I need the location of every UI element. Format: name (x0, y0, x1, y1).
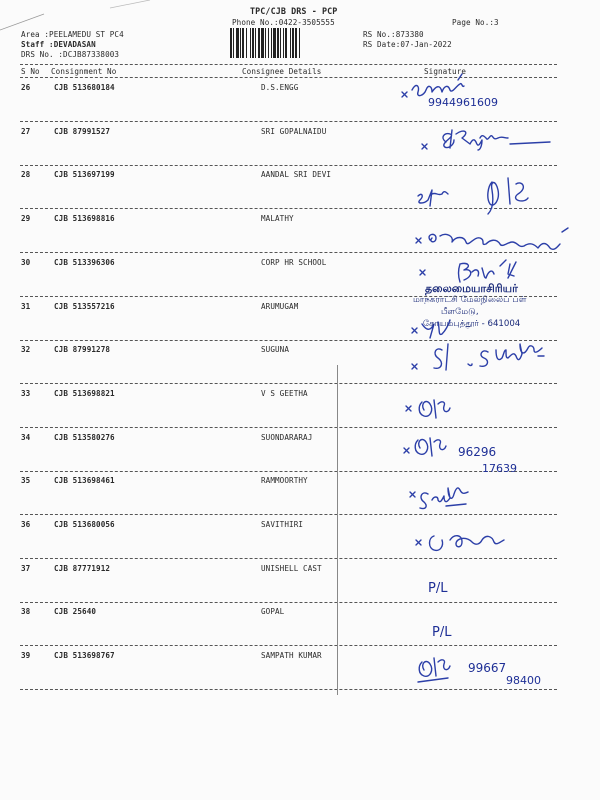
staff-label: Staff :DEVADASAN (21, 40, 96, 49)
row-sno: 34 (21, 433, 31, 442)
rs-number: RS No.:873380 (363, 30, 424, 39)
row-divider (20, 427, 557, 428)
row-divider (20, 121, 557, 122)
row38-mark: P/L (432, 625, 452, 640)
row-divider (20, 383, 557, 384)
phone-number: Phone No.:0422-3505555 (232, 18, 335, 27)
row-consignment: CJB 513698767 (54, 651, 115, 660)
signature-row-34 (400, 434, 540, 478)
stamp-line-2: மாநகராட்சி மேல்நிலைப் பள் (413, 295, 527, 305)
row-consignee: SUGUNA (261, 345, 290, 354)
row-sno: 31 (21, 302, 31, 311)
row-divider (20, 602, 557, 603)
row-consignment: CJB 513698461 (54, 476, 115, 485)
drs-number: DRS No. :DCJB87338003 (21, 50, 120, 59)
area-label: Area :PEELAMEDU ST PC4 (21, 30, 124, 39)
stamp-line-1: தலைமையாசிரியர் (425, 282, 518, 295)
row37-mark: P/L (428, 581, 448, 596)
row34-phone-b: 17639 (482, 462, 517, 475)
row-consignment: CJB 513698821 (54, 389, 115, 398)
row-sno: 29 (21, 214, 31, 223)
row-sno: 30 (21, 258, 31, 267)
row-divider (20, 165, 557, 166)
row-consignment: CJB 87991278 (54, 345, 111, 354)
row34-phone-a: 96296 (458, 445, 497, 459)
row-consignment: CJB 513580276 (54, 433, 115, 442)
row39-phone-a: 99667 (468, 661, 507, 675)
signature-row-35 (406, 480, 496, 514)
document-title: TPC/CJB DRS - PCP (250, 6, 338, 16)
row-consignment: CJB 513396306 (54, 258, 115, 267)
row-consignee: CORP HR SCHOOL (261, 258, 327, 267)
row-consignment: CJB 513697199 (54, 170, 115, 179)
row-consignee: SUONDARARAJ (261, 433, 313, 442)
table-row (0, 607, 600, 650)
table-row (0, 476, 600, 519)
col-signature: Signature (424, 67, 467, 76)
row-sno: 28 (21, 170, 31, 179)
row-consignee: SAVITHIRI (261, 520, 304, 529)
header-divider (20, 64, 557, 65)
row-consignee: MALATHY (261, 214, 294, 223)
row-divider (20, 514, 557, 515)
row-consignment: CJB 87991527 (54, 127, 111, 136)
row-sno: 36 (21, 520, 31, 529)
col-sno: S No (21, 67, 40, 76)
row39-phone-b: 98400 (506, 674, 541, 687)
row-consignment: CJB 513698816 (54, 214, 115, 223)
signature-row-28 (412, 168, 552, 218)
row-consignee: SRI GOPALNAIDU (261, 127, 327, 136)
row-consignment: CJB 513680056 (54, 520, 115, 529)
row-consignee: AANDAL SRI DEVI (261, 170, 332, 179)
table-row (0, 564, 600, 607)
row-sno: 37 (21, 564, 31, 573)
col-consignment: Consignment No (51, 67, 117, 76)
signature-row-32 (408, 340, 558, 380)
rs-date: RS Date:07-Jan-2022 (363, 40, 452, 49)
row26-phone: 9944961609 (428, 96, 498, 109)
signature-row-39 (410, 652, 570, 696)
signature-row-37 (426, 572, 486, 602)
row-consignee: UNISHELL CAST (261, 564, 322, 573)
row-sno: 39 (21, 651, 31, 660)
row-consignment: CJB 513557216 (54, 302, 115, 311)
signature-row-26 (398, 70, 518, 110)
table-row (0, 389, 600, 432)
row-consignment: CJB 25640 (54, 607, 97, 616)
column-rule (337, 365, 338, 695)
signature-row-29 (412, 222, 572, 256)
row-sno: 32 (21, 345, 31, 354)
row-sno: 38 (21, 607, 31, 616)
col-consignee: Consignee Details (242, 67, 322, 76)
row-consignee: SAMPATH KUMAR (261, 651, 322, 660)
row-sno: 26 (21, 83, 31, 92)
row-consignee: GOPAL (261, 607, 285, 616)
signature-row-33 (400, 394, 470, 424)
signature-row-38 (430, 616, 490, 646)
row-consignee: RAMMOORTHY (261, 476, 308, 485)
signature-row-27 (418, 124, 558, 158)
row-consignee: V S GEETHA (261, 389, 308, 398)
row-sno: 27 (21, 127, 31, 136)
barcode-icon (230, 28, 354, 58)
row-consignment: CJB 87771912 (54, 564, 111, 573)
row-consignee: ARUMUGAM (261, 302, 299, 311)
row-consignment: CJB 513680184 (54, 83, 115, 92)
signature-row-36 (412, 526, 532, 560)
stamp-line-3: பீளமேடு, (441, 307, 479, 317)
row-sno: 33 (21, 389, 31, 398)
stamp-line-4: கோயம்புத்தூர் - 641004 (423, 319, 521, 329)
page-number: Page No.:3 (452, 18, 499, 27)
row-sno: 35 (21, 476, 31, 485)
row-consignee: D.S.ENGG (261, 83, 299, 92)
